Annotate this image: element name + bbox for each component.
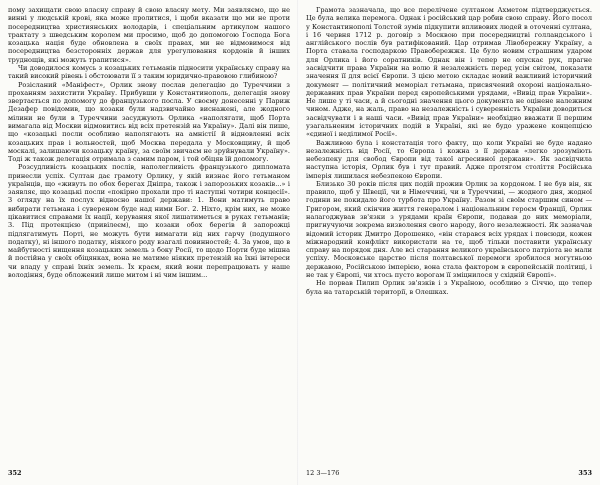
paragraph: пому захищати свою власну справу й свою власну мету. Ми заявляємо, що не винні у людській крові, яка може пролитися, і щоби вказати що ми не проти посередництва християнських володарів, і спеціальним артикулом нашого трактату з шведським королем ми просимо, щоб до допомогою Господа Бога козацька нація буде обновлена в своїх правах, ми не відмовимося від посередництва безсторонніх держав для урегулювання кордонів й інших труднощів, які можуть трапитися». — [8, 6, 290, 64]
page-number: 353 — [578, 469, 592, 477]
left-page — [8, 6, 290, 480]
paragraph: Близько 30 років після цих подій прожив Орлик за кордоном. І не був він, як правило, щоб у Швеції, чи в Німеччині, чи в Туреччині, — жодного дня, жодної години не покидало його турбота про Україну. Разом зі своїм старшим сином — Григором, який скінчив життя генералом і національним героєм Франції, Орлик налагоджував зв'язки з урядами країн Європи, подавав до них меморіали, пригнучуючи зокрема визволення свого народу, його незалежності. Як зазначав відомий історик Дмитро Дорошенко, «він старався всіх урядах і повсюди, кожен міжнародний конфлікт використати на те, щоб тільки поставити українську справу на порядок дня. Але всі старання великого українського патріота не мали успіху. Московське царство після полтавської перемоги зробилося могутньою державою, Російською імперією, вона стала фактором в європейській політиці, і не так у Європі, чи хтось пусто ворогам її зміцнилося у східній Європі». — [306, 179, 592, 279]
paragraph: Важливою була і констатація того факту, що коли Україні не буде надано незалежність від Росії, то Європа і кожна з її держав «легко зрозуміють небезпеку для свобод Європи від такої агресивної держави». Як засвідчила наступна історія, Орлик був і тут правий. Адже протягом століття Російська імперія лишилася небезпекою Європи. — [306, 138, 592, 180]
left-page-footer — [8, 466, 290, 480]
page-number: 352 — [8, 469, 22, 477]
right-page-footer — [306, 466, 592, 480]
printer-signature-mark: 12 3—176 — [306, 469, 340, 477]
paragraph: Розісланий «Маніфест», Орлик знову послав делегацію до Туреччини з проханням захистити Україну. Прибувши у Константинополь, делегація знову звертається по допомогу до французького посла. У своєму донесенні у Париж Дезафер повідомив, що козаки були надзвичайно виснажені, але жодного мілини не були в Туреччини засуджують Орлика «наполягати, щоб Порта вимагала від Москви відмовитись від всіх претензій на Україну». Далі він пише, що «козацькі посли особливо наполягають на амністії й відновленні всіх козацьких прав і вольностей, щоб Москва передала у Московщину, й щоб москалі, залишаючи козацьку країну, за своїм звичаєм не зруйнували Україну». Тоді ж також делегація отримала з самим паром, і той обіцяв їй допомогу. — [8, 80, 290, 164]
left-page-body — [8, 6, 290, 462]
right-page-body — [306, 6, 592, 462]
book-gutter — [297, 0, 299, 485]
paragraph: Розсудливість козацьких послів, наполегливість французького дипломата принесли успіх. Султан дає грамоту Орлику, у якій визнає його гетьманом українців, що «живуть по обох берегах Дніпра, також і запорозьких козаків...» і заявляє, що козацькі посли «покірно прохали про ті наступні чотири концесії». З огляду на їх послух відносно нашої держави: 1. Вони матимуть право вибирати гетьмана і сувереном буде над ними Бог. 2. Ніхто, крім них, не може цікавитися справами їх нації, керування якої лишатиметься в руках гетьманів; 3. Під протекцією (привілеєм), що козаки обох берегів й запорожці підлягатимуть Порті, не можуть бути вимагати від них гарчу (подушного податку), ні іншого податку, ніякого роду взагалі повинностей; 4. За умов, що в майбутності нищення козацьких земель з боку Росії, то щодо Порти буде мішна й постійна у своїх обіцянках, вона не матиме ніяких претензій на їхні інтереси чи владу у справі їхніх земель. Їх краєм, який вони перепрацювать у наше володіння, буде обложений лише митом і ні чим іншим... — [8, 163, 290, 279]
paragraph: Чи доводилося комусь з козацьких гетьманів підносити українську справу на такий високий рівень і обстоювати її з таким юридично-правовою глибиною? — [8, 63, 290, 81]
paragraph: Грамота зазначала, що все перелічене султаном Ахметом підтверджується. Це була велика перемога. Однак і російський цар робив свою справу. Його посол у Константинополі Толстой зумів підкупити впливових людей в оточенні султана, і 16 червня 1712 р. договір з Москвою при посередництві голландського і англійського послів був ратифікований. Цар отримав Лівобережну Україну, а Порта ставала господаркою Правобережжя. Це було новим страшним ударом для Орлика і його соратників. Однак він і тепер не опускає рук, прагне засвідчити права України на волю й незалежність перед усім світом, показати значення її для всієї Європи. З цією метою складає новий важливий історичний документ — політичний меморіал гетьмана, присвячений охороні національно-державних прав України перед європейськими урядами, «Вивід прав України». Не лише у ті часи, а й сьогодні значення цього документа не оцінене належним чином. Адже, на жаль, право на незалежність і суверенність України доводиться засвідчувати і в наші часи. «Вивід прав України» необхідно вважати її першим узагальненим історичних подій в Україні, які не будо уражене концепцією «єдиної і неділимої Росії». — [306, 6, 592, 139]
right-page — [306, 6, 592, 480]
paragraph: Не порвав Пилип Орлик зв'язків і з Україною, особливо з Січчю, що тепер була на татарській території, в Олешках. — [306, 279, 592, 296]
